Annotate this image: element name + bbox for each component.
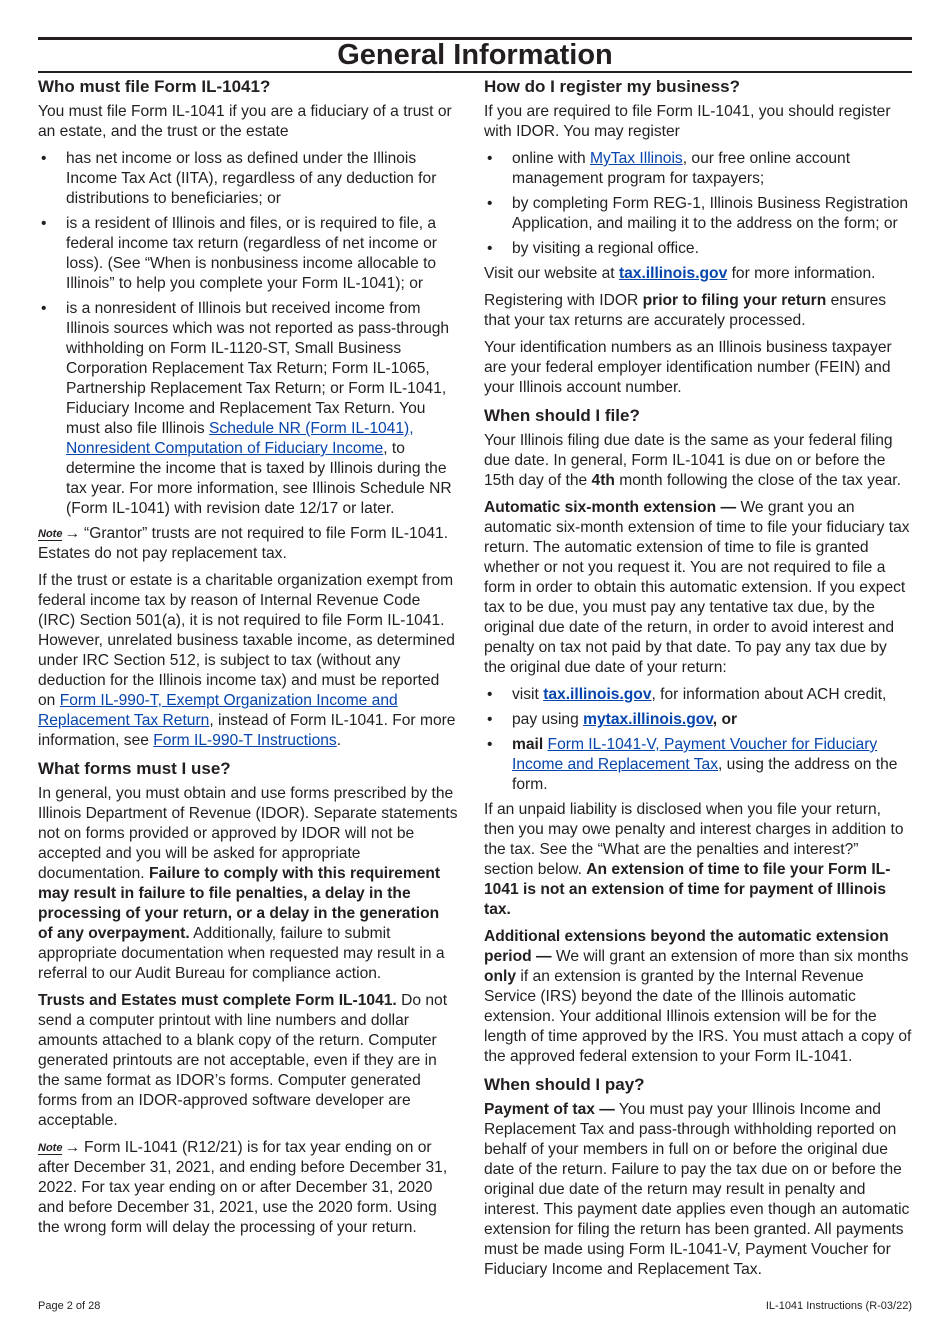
paragraph: [38, 524, 458, 564]
text: , to determine the income that is taxed by Illinois during the tax year. For more information, see Illinois Schedule NR (Form IL-1041) with revision date 12/17 or later.: [66, 440, 452, 517]
footer: [38, 1299, 912, 1313]
text: If you are required to file Form IL-1041, you should register with IDOR. You may register: [484, 103, 891, 140]
text: .: [336, 732, 342, 749]
text: ensures that your tax returns are accurately processed.: [484, 292, 887, 329]
section-heading: When should I file?: [484, 406, 640, 425]
page-title: General Information: [337, 39, 613, 71]
text: Registering with IDOR: [484, 292, 643, 309]
list-item: [484, 735, 912, 795]
text: In general, you must obtain and use forms prescribed by the Illinois Department of Revenue (IDOR). Separate statements not on forms provided or approved by IDOR will not be accepted and you will be asked for appropriate documentation.: [38, 785, 458, 882]
text: You must pay your Illinois Income and Replacement Tax and pass-through withholding reported on behalf of your members in full on or before the original due date of the return. Failure to pay the tax due on or before the original due date of the return may result in penalty and interest. This payment date applies even though an automatic extension for filing the return has been granted. All payments must be made using Form IL-1041-V, Payment Voucher for Fiduciary Income and Replacement Tax.: [484, 1101, 910, 1278]
bold-text: prior to filing your return: [642, 292, 827, 309]
paragraph: [38, 102, 458, 142]
paragraph: [484, 927, 912, 1067]
bullet-icon: •: [487, 686, 493, 703]
text: is a nonresident of Illinois but received income from Illinois sources which was not reported as pass-through withholding on Form IL-1120-ST, Small Business Corporation Replacement Tax Return; Form IL-1065, Partnership Replacement Tax Return; or Form IL-1041, Fiduciary Income and Replacement Tax Return. You must also file Illinois: [66, 300, 450, 437]
text: is a resident of Illinois and files, or is required to file, a federal income tax return (regardless of net income or loss). (See “When is nonbusiness income allocable to Illinois” to help you complete your Form IL-1041); or: [66, 215, 437, 292]
list-item: [38, 149, 458, 209]
bullet-icon: •: [487, 711, 493, 728]
link[interactable]: tax.illinois.gov: [618, 265, 728, 282]
bold-text: mail: [512, 736, 548, 753]
text: , for information about ACH credit,: [651, 686, 887, 703]
text: , our free online account management program for taxpayers;: [512, 150, 851, 187]
text: Your Illinois filing due date is the same as your federal filing due date. In general, Form IL-1041 is due on or before the 15th day of the: [484, 432, 893, 489]
page-number: Page 2 of 28: [38, 1300, 101, 1312]
text: If the trust or estate is a charitable organization exempt from federal income tax by reason of Internal Revenue Code (IRC) Section 501(a), it is not required to file Form IL-1041. However, unrelated business taxable income, as determined under IRC Section 512, is subject to tax (without any deduction for the Illinois income tax) and must be reported on: [38, 572, 455, 709]
note-arrow-icon: →: [64, 1139, 81, 1156]
paragraph: [484, 800, 912, 920]
paragraph: [484, 264, 912, 284]
paragraph: [484, 1100, 912, 1280]
paragraph: [38, 784, 458, 984]
text: pay using: [512, 711, 584, 728]
title-rule-bottom: [38, 71, 912, 73]
right-column: [484, 76, 912, 1287]
section-heading: What forms must I use?: [38, 759, 231, 778]
text: Your identification numbers as an Illinois business taxpayer are your federal employer identification number (FEIN) and your Illinois account number.: [484, 339, 892, 396]
bullet-list: [484, 685, 912, 795]
note-arrow-icon: →: [64, 525, 81, 542]
bold-text: Failure to comply with this requirement may result in failure to file penalties, a delay in the processing of your return, or a delay in the generation of any overpayment.: [38, 865, 441, 942]
left-column: [38, 76, 458, 1245]
list-item: [484, 239, 912, 259]
text: has net income or loss as defined under the Illinois Income Tax Act (IITA), regardless of any deduction for distributions to beneficiaries; or: [66, 150, 437, 207]
bold-text: Automatic six-month extension —: [484, 499, 737, 516]
bullet-icon: •: [487, 736, 493, 753]
link[interactable]: MyTax Illinois: [590, 150, 683, 167]
text: month following the close of the tax year.: [614, 472, 901, 489]
paragraph: [484, 291, 912, 331]
paragraph: [484, 498, 912, 678]
paragraph: [38, 1138, 458, 1238]
link[interactable]: Form IL-990-T, Exempt Organization Income and Replacement Tax Return: [38, 692, 398, 729]
paragraph: [38, 571, 458, 751]
list-item: [484, 194, 912, 234]
paragraph: [484, 338, 912, 398]
bold-text: Trusts and Estates must complete Form IL-1041.: [38, 992, 397, 1009]
bold-text: Payment of tax —: [484, 1101, 615, 1118]
paragraph: [484, 102, 912, 142]
bold-text: Additional extensions beyond the automatic extension period —: [484, 928, 889, 965]
link[interactable]: tax.illinois.gov: [543, 686, 652, 703]
document-id: IL-1041 Instructions (R-03/22): [765, 1300, 912, 1312]
list-item: [484, 149, 912, 189]
text: if an extension is granted by the Internal Revenue Service (IRS) beyond the date of the Illinois automatic extension. Your additional Illinois extension will be for the length of time approved by the IRS. You must attach a copy of the approved federal extension to your Form IL-1041.: [484, 968, 912, 1065]
bold-text: , or: [712, 711, 738, 728]
section-heading: When should I pay?: [484, 1075, 645, 1094]
list-item: [38, 299, 458, 519]
text: If an unpaid liability is disclosed when you file your return, then you may owe penalty and interest charges in addition to the tax. See the “What are the penalties and interest?” section below.: [484, 801, 904, 878]
bold-text: only: [484, 968, 517, 985]
text: by completing Form REG-1, Illinois Business Registration Application, and mailing it to the address on the form; or: [512, 195, 909, 232]
link[interactable]: Schedule NR (Form IL-1041), Nonresident Computation of Fiduciary Income: [66, 420, 414, 457]
text: You must file Form IL-1041 if you are a fiduciary of a trust or an estate, and the trust or the estate: [38, 103, 452, 140]
link[interactable]: Form IL-990-T Instructions: [153, 732, 337, 749]
section-heading: How do I register my business?: [484, 77, 741, 96]
text: Form IL-1041 (R12/21) is for tax year ending on or after December 31, 2021, and ending before December 31, 2022. For tax year ending on or after December 31, 2020 and before December 31, 2021, use the 2020 form. Using the wrong form will delay the processing of your return.: [38, 1139, 448, 1236]
bullet-icon: •: [41, 215, 47, 232]
bullet-icon: •: [41, 150, 47, 167]
text: “Grantor” trusts are not required to file Form IL-1041. Estates do not pay replacement tax.: [38, 525, 449, 562]
link[interactable]: mytax.illinois.gov: [583, 711, 713, 728]
list-item: [38, 214, 458, 294]
bullet-icon: •: [487, 150, 493, 167]
bullet-list: [484, 149, 912, 259]
text: visit: [512, 686, 544, 703]
bullet-icon: •: [487, 195, 493, 212]
text: , using the address on the form.: [512, 756, 898, 793]
bold-text: An extension of time to file your Form IL-1041 is not an extension of time for payment of Illinois tax.: [484, 861, 891, 918]
paragraph: [38, 991, 458, 1131]
text: Additionally, failure to submit appropriate documentation when requested may result in a referral to our Audit Bureau for compliance action.: [38, 925, 445, 982]
text: online with: [512, 150, 591, 167]
text: for more information.: [727, 265, 876, 282]
list-item: [484, 710, 912, 730]
link[interactable]: Form IL-1041-V, Payment Voucher for Fiduciary Income and Replacement Tax: [512, 736, 878, 773]
section-heading: Who must file Form IL-1041?: [38, 77, 271, 96]
columns: [38, 76, 912, 1287]
bold-text: 4th: [591, 472, 615, 489]
text: We will grant an extension of more than six months: [551, 948, 909, 965]
text: , instead of Form IL-1041. For more information, see: [38, 712, 456, 749]
note-icon: Note: [38, 528, 63, 540]
paragraph: [484, 431, 912, 491]
text: by visiting a regional office.: [512, 240, 699, 257]
bullet-icon: •: [487, 240, 493, 257]
list-item: [484, 685, 912, 705]
bullet-list: [38, 149, 458, 519]
bullet-icon: •: [41, 300, 47, 317]
text: We grant you an automatic six-month extension of time to file your fiduciary tax return. The automatic extension of time to file is granted whether or not you request it. You are not required to file a form in order to obtain this automatic extension. If you expect tax to be due, you must pay any tentative tax due, by the original due date of the return, in order to avoid interest and penalty on tax not paid by that date. To pay any tax due by the original due date of your return:: [484, 499, 910, 676]
note-icon: Note: [38, 1142, 63, 1154]
text: Do not send a computer printout with line numbers and dollar amounts attached to a blank copy of the return. Computer generated printouts are not acceptable, even if they are in the same format as IDOR’s forms. Computer generated forms from an IDOR-approved software developer are acceptable.: [38, 992, 448, 1129]
text: Visit our website at: [484, 265, 619, 282]
